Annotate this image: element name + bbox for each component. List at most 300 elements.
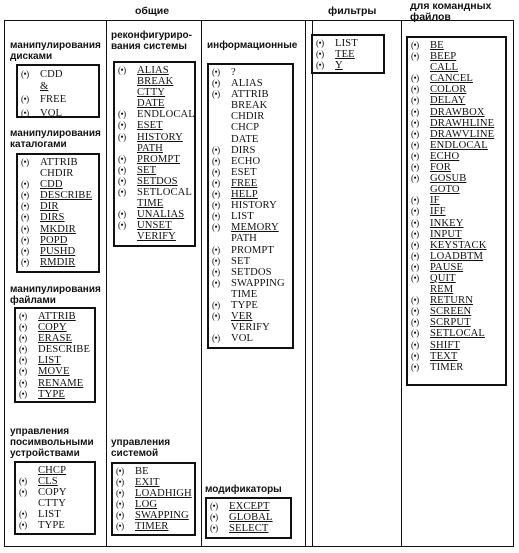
bullet-marker: (•)	[19, 311, 27, 321]
command-item	[316, 60, 381, 71]
filters-header: фильтры	[328, 5, 377, 17]
command-item	[118, 87, 192, 98]
command-name: COLOR	[430, 84, 467, 96]
command-name: BE	[135, 466, 149, 477]
command-item	[19, 355, 92, 366]
bullet-marker: (•)	[411, 84, 419, 95]
bullet-marker: (•)	[19, 355, 27, 366]
bullet-marker: (•)	[118, 120, 126, 131]
command-item	[118, 209, 192, 220]
command-item	[19, 520, 92, 531]
command-item	[411, 195, 503, 206]
command-item	[212, 78, 290, 89]
command-item	[411, 328, 503, 339]
command-name: &	[40, 81, 49, 93]
group-box-chars	[14, 461, 96, 535]
command-item	[118, 198, 192, 209]
command-item	[411, 351, 503, 362]
bullet-marker: (•)	[116, 477, 124, 488]
bullet-marker: (•)	[212, 277, 220, 288]
bullet-marker: (•)	[118, 187, 126, 198]
command-item	[116, 488, 192, 499]
command-item	[212, 211, 290, 222]
command-name: GLOBAL	[229, 512, 273, 524]
command-item	[118, 154, 192, 165]
command-item	[212, 222, 290, 233]
command-name: SETDOS	[231, 266, 272, 278]
command-name: CDD	[40, 179, 63, 191]
command-item	[212, 256, 290, 267]
command-name: TIMER	[135, 521, 169, 533]
command-name: LIST	[38, 509, 61, 521]
bullet-marker: (•)	[118, 220, 126, 231]
bullet-marker: (•)	[19, 366, 27, 377]
bullet-marker: (•)	[21, 94, 29, 105]
command-item	[19, 378, 92, 389]
general-column-divider	[106, 20, 107, 547]
bullet-marker: (•)	[411, 339, 419, 350]
command-name: LIST	[38, 355, 61, 367]
command-name: TEE	[335, 49, 355, 61]
command-name: VOL	[231, 333, 254, 345]
command-item	[212, 200, 290, 211]
command-item	[21, 81, 96, 93]
command-name: PAUSE	[430, 261, 464, 273]
group-title-files	[10, 284, 101, 306]
command-item	[411, 51, 503, 62]
group-title-line: манипулирования	[10, 284, 101, 295]
command-item	[19, 498, 92, 509]
bullet-marker: (•)	[19, 322, 27, 333]
command-item	[210, 523, 288, 534]
bullet-marker: (•)	[411, 150, 419, 161]
command-name: BREAK	[137, 76, 174, 88]
command-item	[210, 501, 288, 512]
command-name: PATH	[231, 233, 257, 245]
command-name: UNSET	[137, 220, 172, 232]
bullet-marker: (•)	[411, 261, 419, 272]
command-item	[212, 289, 290, 300]
command-name: DATE	[137, 98, 165, 110]
bullet-marker: (•)	[21, 212, 29, 223]
command-name: HELP	[231, 189, 258, 201]
command-name: SWAPPING	[135, 510, 189, 522]
command-item	[212, 245, 290, 256]
bullet-marker: (•)	[411, 361, 419, 372]
command-name: DATE	[231, 133, 259, 145]
command-item	[116, 521, 192, 532]
group-title-line: управления	[111, 437, 171, 448]
command-item	[21, 107, 96, 120]
bullet-marker: (•)	[21, 201, 29, 212]
command-item	[411, 95, 503, 106]
command-name: FREE	[40, 94, 67, 106]
group-title-line: информационные	[207, 40, 298, 51]
command-item	[21, 68, 96, 81]
bullet-marker: (•)	[411, 73, 419, 84]
command-item	[212, 122, 290, 133]
command-item	[19, 344, 92, 355]
command-name: EXIT	[135, 477, 160, 489]
group-title-line: реконфигуриро-	[111, 30, 192, 41]
bullet-marker: (•)	[212, 266, 220, 277]
command-item	[212, 167, 290, 178]
bullet-marker: (•)	[411, 106, 419, 117]
command-name: TIME	[137, 198, 164, 210]
bullet-marker: (•)	[411, 350, 419, 361]
command-item	[411, 40, 503, 51]
command-name: CANCEL	[430, 73, 473, 85]
command-item	[19, 322, 92, 333]
command-item	[411, 306, 503, 317]
command-item	[21, 157, 96, 168]
bullet-marker: (•)	[19, 520, 27, 531]
command-item	[21, 93, 96, 106]
command-name: LIST	[231, 211, 254, 223]
command-name: ALIAS	[137, 65, 169, 76]
bullet-marker: (•)	[212, 144, 220, 155]
command-item	[411, 206, 503, 217]
command-name: VERIFY	[231, 322, 270, 334]
command-item	[21, 246, 96, 257]
command-name: CALL	[430, 62, 459, 74]
command-name: UNALIAS	[137, 209, 185, 221]
group-title-line: модификаторы	[205, 484, 282, 495]
command-name: SETDOS	[137, 175, 178, 187]
group-box-info	[207, 63, 294, 349]
command-item	[19, 389, 92, 400]
group-title-line: манипулирования	[10, 40, 101, 51]
general-column-divider	[201, 20, 202, 547]
command-name: TYPE	[231, 299, 258, 311]
group-title-line: вания системы	[111, 41, 187, 52]
command-name: FOR	[430, 162, 451, 174]
bullet-marker: (•)	[19, 377, 27, 388]
command-item	[411, 240, 503, 251]
group-title-reconfig	[111, 30, 192, 52]
command-item	[19, 333, 92, 344]
command-item	[411, 218, 503, 229]
command-name: SWAPPING	[231, 277, 285, 289]
command-item	[411, 340, 503, 351]
command-name: REM	[430, 284, 454, 296]
bullet-marker: (•)	[210, 512, 218, 523]
command-name: IF	[430, 195, 440, 207]
command-name: KEYSTACK	[430, 239, 487, 251]
group-title-line: устройствами	[10, 448, 80, 459]
group-title-modifiers	[205, 484, 282, 495]
command-name: SETLOCAL	[430, 328, 485, 340]
command-item	[118, 120, 192, 131]
command-name: DESCRIBE	[40, 190, 93, 202]
command-item	[411, 84, 503, 95]
command-name: SCREEN	[430, 306, 472, 318]
command-item	[21, 179, 96, 190]
group-title-chars	[10, 426, 94, 459]
command-name: DRAWVLINE	[430, 128, 495, 140]
group-title-line: посимвольными	[10, 437, 94, 448]
command-name: SELECT	[229, 523, 269, 535]
bullet-marker: (•)	[116, 510, 124, 521]
bullet-marker: (•)	[212, 222, 220, 233]
command-name: ATTRIB	[38, 311, 76, 322]
command-name: BE	[430, 40, 444, 51]
command-name: DELAY	[430, 95, 466, 107]
bullet-marker: (•)	[212, 67, 220, 77]
command-item	[118, 231, 192, 242]
bullet-marker: (•)	[116, 521, 124, 532]
command-item	[411, 273, 503, 284]
command-item	[212, 89, 290, 100]
command-name: ESET	[231, 166, 257, 178]
bullet-marker: (•)	[212, 244, 220, 255]
command-item	[21, 190, 96, 201]
command-item	[212, 67, 290, 78]
group-box-reconfig	[113, 61, 196, 247]
bullet-marker: (•)	[316, 49, 324, 60]
command-name: ESET	[137, 120, 163, 132]
command-name: TIMER	[430, 361, 464, 373]
bullet-marker: (•)	[118, 131, 126, 142]
command-name: LOADHIGH	[135, 488, 192, 500]
bullet-marker: (•)	[411, 117, 419, 128]
bullet-marker: (•)	[21, 69, 29, 79]
command-item	[118, 132, 192, 143]
command-item	[411, 173, 503, 184]
command-item	[21, 168, 96, 179]
bullet-marker: (•)	[316, 38, 324, 48]
bullet-marker: (•)	[212, 166, 220, 177]
command-name: MOVE	[38, 366, 70, 378]
command-name: ENDLOCAL	[430, 139, 488, 151]
group-title-line: системой	[111, 448, 159, 459]
command-name: VOL	[40, 107, 63, 119]
bullet-marker: (•)	[210, 501, 218, 511]
command-name: LOADBTM	[430, 250, 484, 262]
bullet-marker: (•)	[19, 487, 27, 498]
bullet-marker: (•)	[212, 333, 220, 344]
command-item	[212, 278, 290, 289]
group-box-dirs	[16, 153, 100, 273]
command-name: DIR	[40, 201, 59, 213]
command-name: Y	[335, 60, 343, 72]
bullet-marker: (•)	[19, 333, 27, 344]
bullet-marker: (•)	[411, 40, 419, 50]
bullet-marker: (•)	[411, 239, 419, 250]
group-box-system	[111, 462, 196, 536]
bullet-marker: (•)	[411, 317, 419, 328]
command-name: HISTORY	[137, 131, 183, 143]
command-item	[118, 165, 192, 176]
bullet-marker: (•)	[212, 311, 220, 322]
bullet-marker: (•)	[21, 107, 29, 118]
command-name: ENDLOCAL	[137, 109, 195, 121]
command-item	[118, 176, 192, 187]
bullet-marker: (•)	[118, 65, 126, 75]
command-item	[411, 229, 503, 240]
bullet-marker: (•)	[212, 89, 220, 100]
command-name: INKEY	[430, 217, 464, 229]
bullet-marker: (•)	[21, 245, 29, 256]
command-name: TIME	[231, 288, 258, 300]
bullet-marker: (•)	[19, 476, 27, 487]
command-name: MKDIR	[40, 223, 76, 235]
command-name: LOG	[135, 499, 158, 511]
command-item	[21, 201, 96, 212]
command-name: CTTY	[137, 87, 166, 99]
command-item	[19, 509, 92, 520]
command-item	[212, 267, 290, 278]
bullet-marker: (•)	[411, 272, 419, 283]
command-name: CTTY	[38, 498, 67, 510]
bullet-marker: (•)	[212, 211, 220, 222]
command-item	[411, 362, 503, 373]
command-item	[116, 477, 192, 488]
command-item	[212, 134, 290, 145]
group-title-line: каталогами	[10, 139, 67, 150]
command-name: SHIFT	[430, 339, 460, 351]
command-item	[19, 476, 92, 487]
bullet-marker: (•)	[19, 388, 27, 399]
bullet-marker: (•)	[19, 344, 27, 355]
group-title-info	[207, 40, 297, 51]
command-name: HISTORY	[231, 200, 277, 212]
group-title-line: управления	[10, 426, 70, 437]
group-box-modifiers	[205, 497, 292, 539]
command-item	[411, 118, 503, 129]
bullet-marker: (•)	[411, 295, 419, 306]
command-name: GOTO	[430, 184, 460, 196]
bullet-marker: (•)	[212, 78, 220, 89]
command-item	[210, 512, 288, 523]
command-item	[118, 187, 192, 198]
bullet-marker: (•)	[411, 51, 419, 62]
bullet-marker: (•)	[21, 179, 29, 190]
command-item	[212, 145, 290, 156]
command-item	[212, 111, 290, 122]
command-item	[212, 311, 290, 322]
command-item	[411, 129, 503, 140]
bullet-marker: (•)	[118, 109, 126, 120]
command-name: RMDIR	[40, 256, 76, 268]
bullet-marker: (•)	[116, 488, 124, 499]
command-name: TYPE	[38, 388, 65, 400]
bullet-marker: (•)	[411, 195, 419, 206]
command-name: CHCP	[231, 122, 260, 134]
bullet-marker: (•)	[21, 190, 29, 201]
command-name: DRAWBOX	[430, 106, 485, 118]
command-name: MEMORY	[231, 222, 279, 234]
command-name: BEEP	[430, 51, 457, 63]
command-item	[19, 366, 92, 377]
bullet-marker: (•)	[411, 173, 419, 184]
command-name: CHCP	[38, 465, 67, 476]
command-item	[19, 465, 92, 476]
command-item	[411, 317, 503, 328]
bullet-marker: (•)	[212, 189, 220, 200]
command-item	[411, 295, 503, 306]
command-item	[118, 220, 192, 231]
command-name: PROMPT	[231, 244, 274, 256]
command-name: CDD	[40, 69, 63, 80]
bullet-marker: (•)	[411, 328, 419, 339]
command-name: DIRS	[40, 212, 65, 224]
bullet-marker: (•)	[411, 228, 419, 239]
group-title-line: файлами	[10, 295, 56, 306]
group-title-dirs	[10, 128, 101, 150]
command-name: ?	[231, 67, 236, 78]
group-title-disks	[10, 40, 101, 62]
command-item	[212, 100, 290, 111]
bullet-marker: (•)	[21, 256, 29, 267]
command-name: SET	[231, 255, 251, 267]
command-item	[118, 98, 192, 109]
command-name: CLS	[38, 476, 58, 488]
command-name: ALIAS	[231, 78, 263, 90]
command-item	[411, 251, 503, 262]
command-item	[21, 257, 96, 268]
general-header: общие	[135, 5, 170, 17]
command-name: ECHO	[430, 150, 460, 162]
command-name: BREAK	[231, 100, 268, 112]
command-name: PUSHD	[40, 245, 76, 257]
command-item	[21, 224, 96, 235]
command-item	[212, 189, 290, 200]
bullet-marker: (•)	[212, 200, 220, 211]
bullet-marker: (•)	[118, 175, 126, 186]
command-name: SCRPUT	[430, 317, 471, 329]
command-name: DIRS	[231, 144, 256, 156]
command-item	[19, 487, 92, 498]
command-name: TEXT	[430, 350, 458, 362]
command-name: PROMPT	[137, 153, 180, 165]
command-item	[411, 262, 503, 273]
command-name: QUIT	[430, 272, 456, 284]
command-name: GOSUB	[430, 173, 467, 185]
bullet-marker: (•)	[212, 177, 220, 188]
bullet-marker: (•)	[210, 523, 218, 534]
bullet-marker: (•)	[411, 139, 419, 150]
bullet-marker: (•)	[212, 255, 220, 266]
bullet-marker: (•)	[411, 250, 419, 261]
bullet-marker: (•)	[411, 306, 419, 317]
command-name: SETLOCAL	[137, 187, 192, 199]
bullet-marker: (•)	[411, 206, 419, 217]
command-name: IFF	[430, 206, 446, 218]
command-name: POPD	[40, 234, 68, 246]
command-name: ATTRIB	[231, 89, 269, 101]
command-name: FREE	[231, 177, 258, 189]
bullet-marker: (•)	[19, 509, 27, 520]
batch-header: для командных файлов	[410, 0, 492, 23]
bullet-marker: (•)	[116, 466, 124, 476]
bullet-marker: (•)	[118, 164, 126, 175]
command-item	[19, 311, 92, 322]
command-item	[411, 162, 503, 173]
command-name: ERASE	[38, 333, 73, 345]
command-name: CHDIR	[40, 168, 74, 180]
command-item	[118, 143, 192, 154]
bullet-marker: (•)	[118, 153, 126, 164]
command-item	[212, 333, 290, 344]
command-name: DESCRIBE	[38, 344, 91, 356]
command-item	[21, 235, 96, 246]
command-name: RETURN	[430, 295, 473, 307]
bullet-marker: (•)	[411, 128, 419, 139]
command-item	[118, 76, 192, 87]
command-name: VERIFY	[137, 231, 176, 243]
group-box-batch	[406, 36, 507, 386]
